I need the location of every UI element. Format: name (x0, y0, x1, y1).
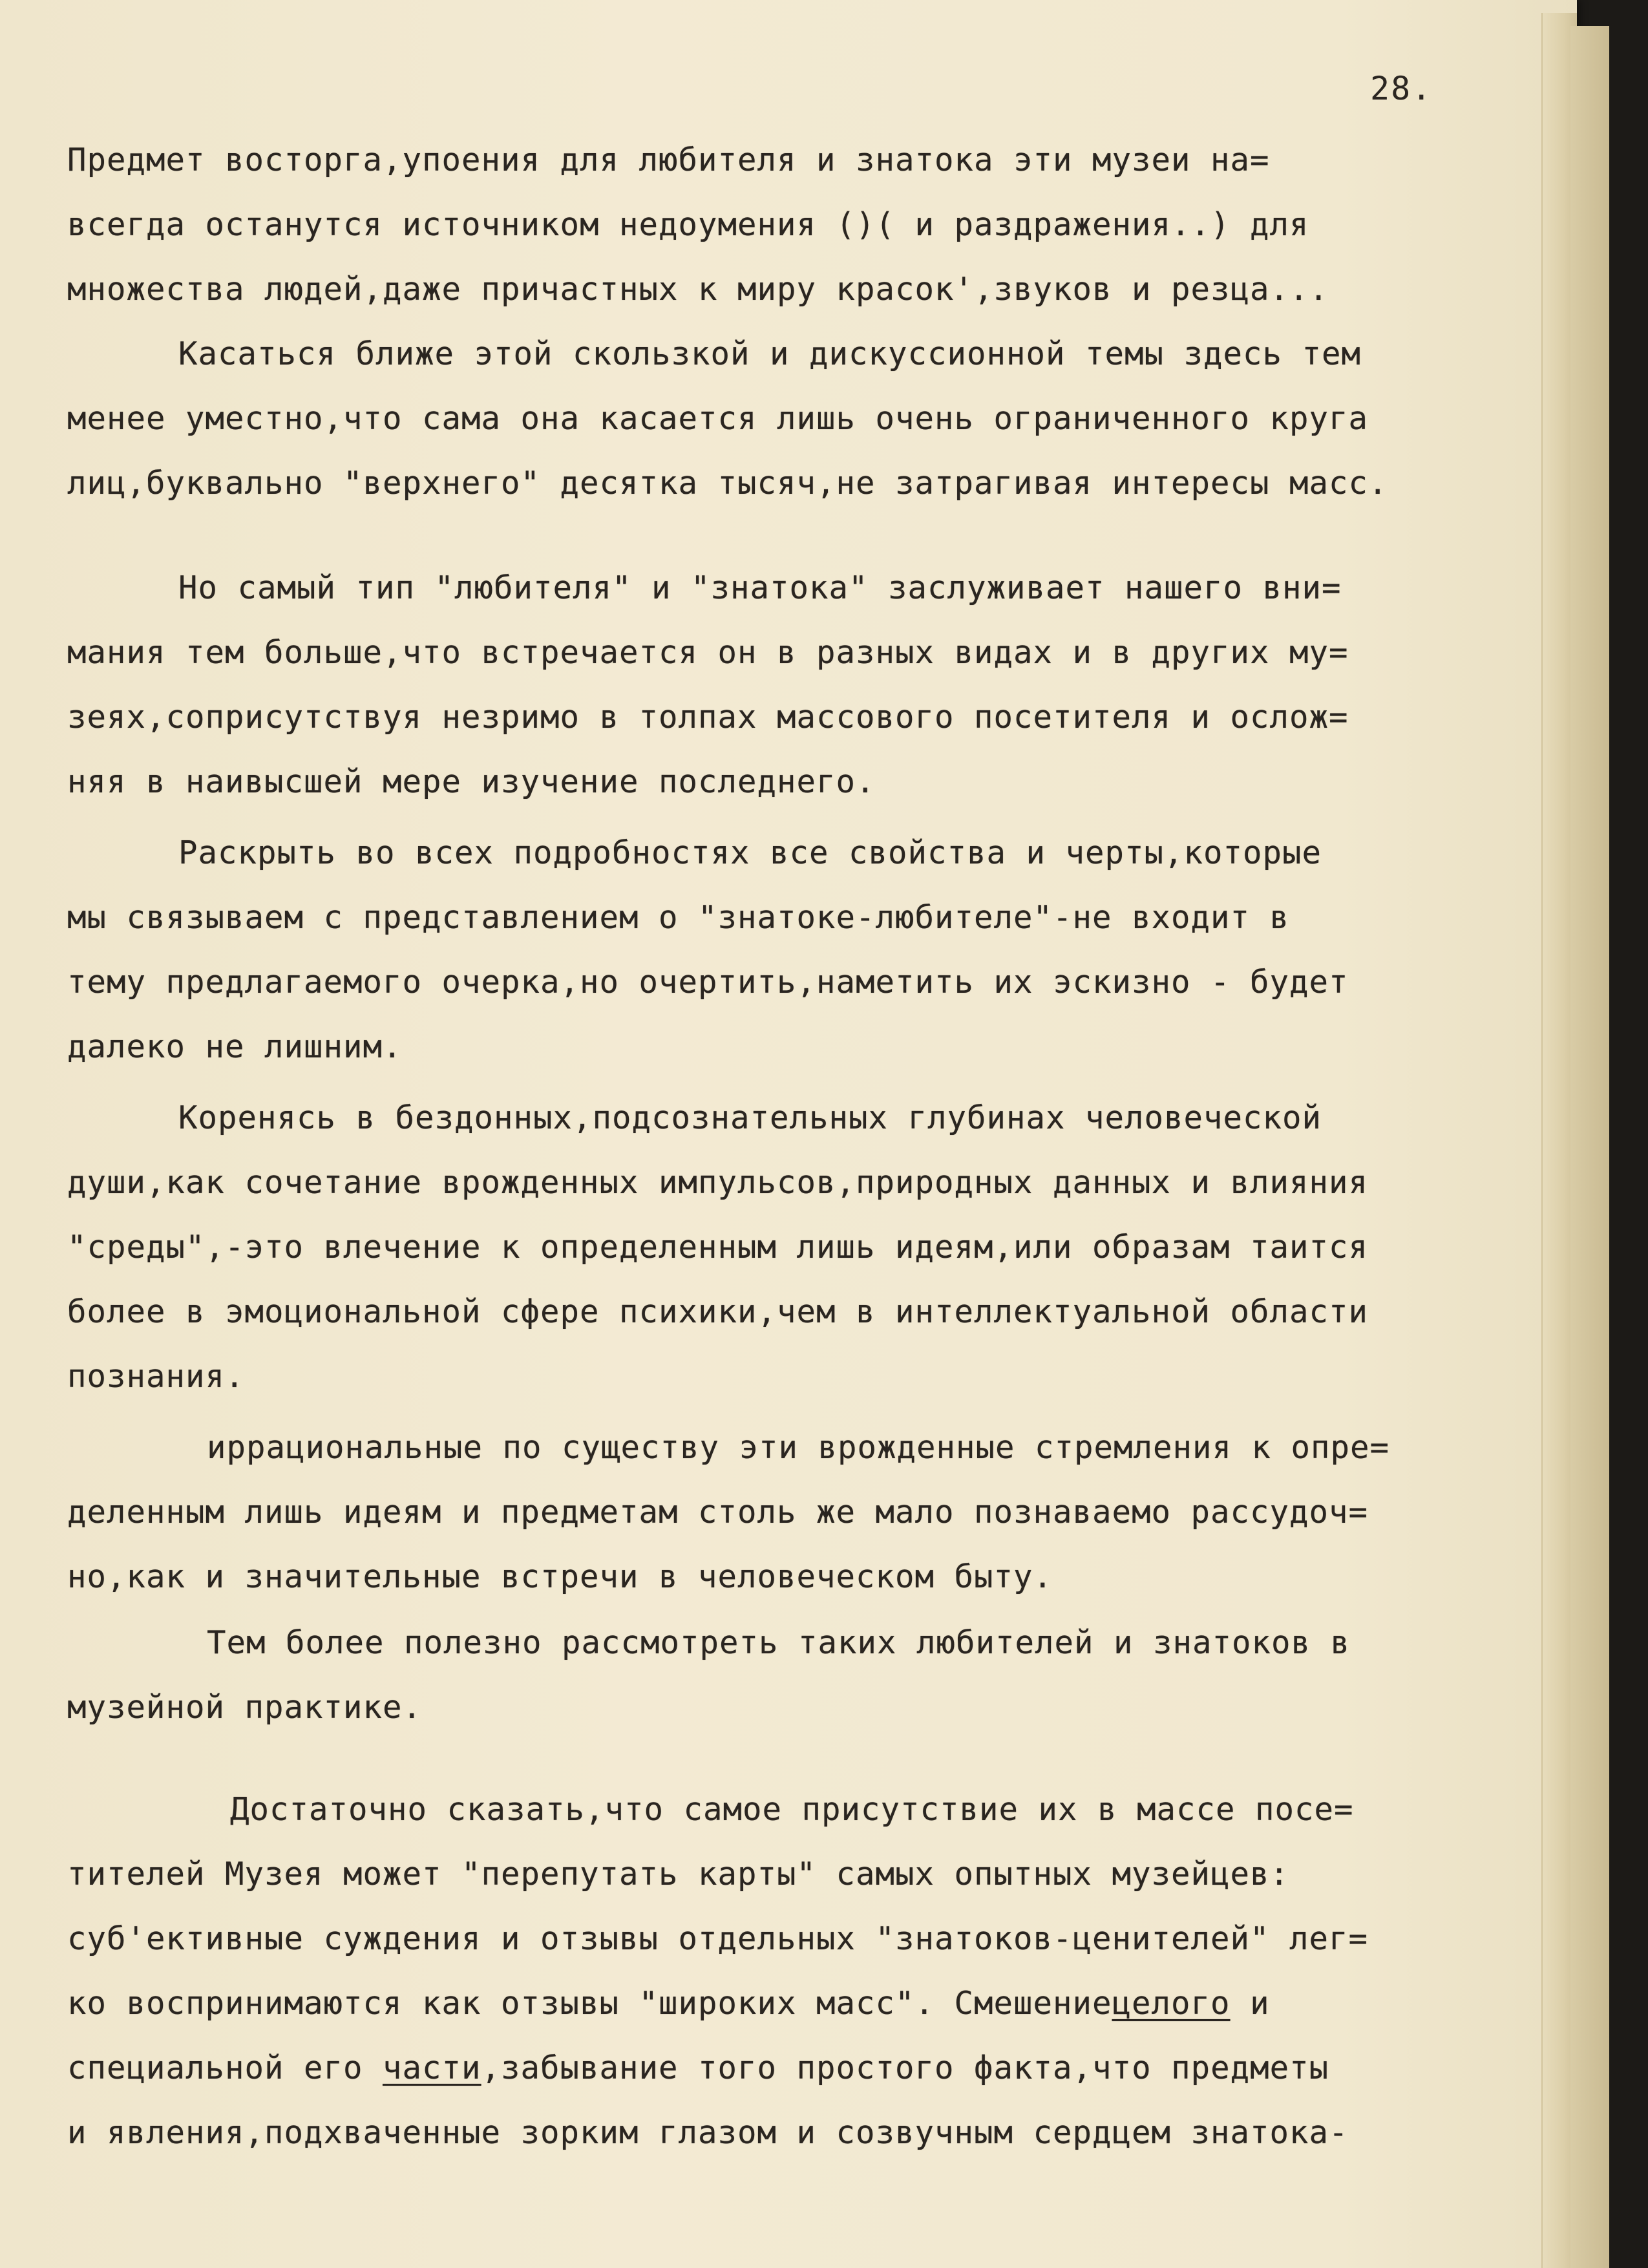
text-line: лиц,буквально "верхнего" десятка тысяч,не затрагивая интересы масс. (67, 465, 1388, 502)
underlying-page-edge (1570, 26, 1609, 2268)
text-line: мы связываем с представлением о "знатоке-любителе"-не входит в (67, 899, 1290, 936)
text-line: познания. (67, 1358, 245, 1395)
text-line: суб'ективные суждения и отзывы отдельных "знатоков-ценителей" лег= (67, 1920, 1369, 1957)
text-line: Предмет восторга,упоения для любителя и знатока эти музеи на= (67, 142, 1270, 178)
underlined-word: части (383, 2050, 481, 2086)
text-line: зеях,соприсутствуя незримо в толпах массового посетителя и ослож= (67, 699, 1349, 736)
text-fragment: ,забывание того простого факта,что предметы (481, 2050, 1329, 2086)
text-line: Касаться ближе этой скользкой и дискуссионной темы здесь тем (178, 335, 1362, 372)
text-fragment: специальной его (67, 2050, 363, 2086)
text-line: Но самый тип "любителя" и "знатока" заслуживает нашего вни= (178, 569, 1342, 606)
text-line: иррациональные по существу эти врожденные стремления к опре= (207, 1429, 1390, 1466)
page-number: 28. (1370, 70, 1433, 107)
text-line: более в эмоциональной сфере психики,чем в интеллектуальной области (67, 1293, 1369, 1330)
text-line: мания тем больше,что встречается он в разных видах и в других му= (67, 634, 1349, 671)
underlined-word: целого (1112, 1985, 1231, 2022)
text-line: всегда останутся источником недоумения ()( и раздражения..) для (67, 206, 1309, 243)
text-line: Достаточно сказать,что самое присутствие их в массе посе= (230, 1791, 1354, 1828)
text-line: тителей Музея может "перепутать карты" самых опытных музейцев: (67, 1856, 1290, 1892)
text-line: Раскрыть во всех подробностях все свойства и черты,которые (178, 834, 1322, 871)
text-line: но,как и значительные встречи в человеческом быту. (67, 1558, 1053, 1595)
text-line (67, 1984, 1270, 2023)
text-line: души,как сочетание врожденных импульсов,природных данных и влияния (67, 1164, 1369, 1201)
text-line: музейной практике. (67, 1689, 423, 1726)
text-line: далеко не лишним. (67, 1028, 403, 1065)
text-line: "среды",-это влечение к определенным лишь идеям,или образам таится (67, 1229, 1369, 1266)
text-line: тему предлагаемого очерка,но очертить,наметить их эскизно - будет (67, 964, 1349, 1001)
text-line: деленным лишь идеям и предметам столь же мало познаваемо рассудоч= (67, 1494, 1369, 1531)
text-line: Коренясь в бездонных,подсознательных глубинах человеческой (178, 1099, 1322, 1136)
text-line: няя в наивысшей мере изучение последнего. (67, 763, 876, 800)
text-line (67, 2049, 1329, 2088)
text-line: менее уместно,что сама она касается лишь очень ограниченного круга (67, 400, 1369, 437)
text-line: и явления,подхваченные зорким глазом и созвучным сердцем знатока- (67, 2114, 1349, 2151)
text-line: Тем более полезно рассмотреть таких любителей и знатоков в (207, 1624, 1351, 1661)
text-fragment: и (1250, 1985, 1270, 2022)
text-fragment: ко воспринимаются как отзывы "широких масс". Смешение (67, 1985, 1112, 2022)
text-line: множества людей,даже причастных к миру красок',звуков и резца... (67, 271, 1329, 308)
